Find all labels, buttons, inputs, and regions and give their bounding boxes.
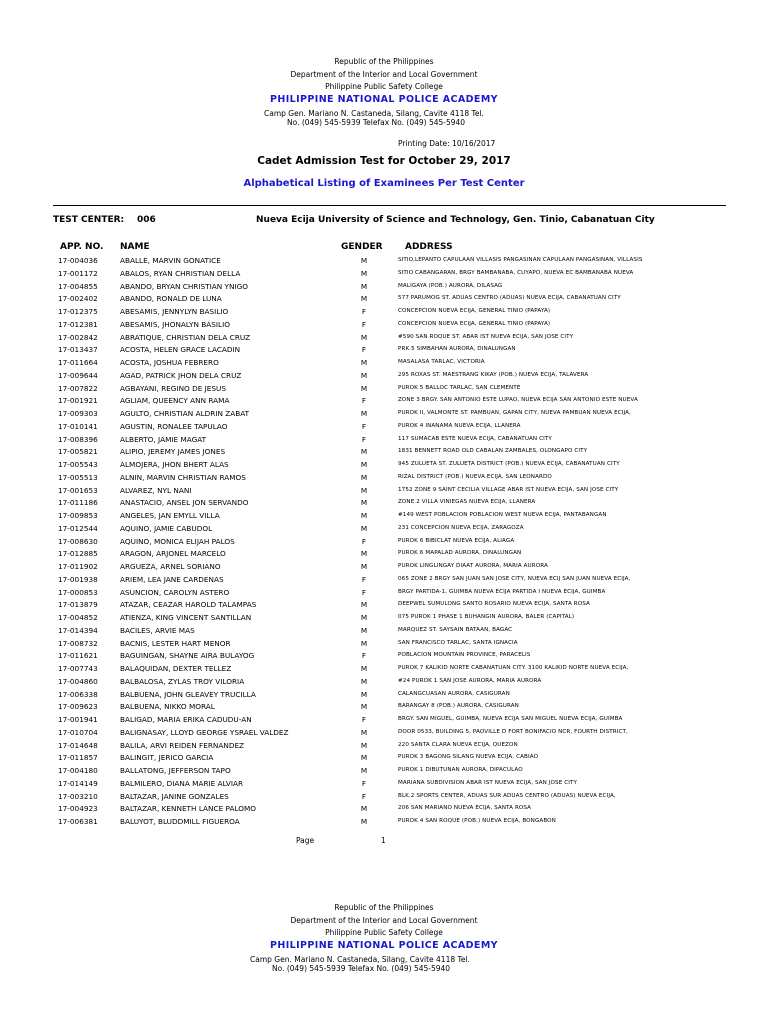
table-row — [0, 294, 768, 307]
table-row — [0, 498, 768, 511]
address-cell: ZONE 3 BRGY. SAN ANTONIO ESTE LUPAO, NUEVA ECIJA SAN ANTONIO ESTE NUEVA — [398, 397, 638, 404]
address-cell: DOOR 0533, BUILDING 5, PAOVILLE D FORT BONIFACIO NCR, FOURTH DISTRICT, — [398, 728, 628, 735]
name-cell: ABESAMIS, JHONALYN BASILIO — [120, 319, 230, 329]
app-no-cell: 17-010141 — [58, 421, 98, 431]
table-row — [0, 486, 768, 499]
table-row — [0, 779, 768, 792]
address-cell: MASALASA TARLAC, VICTORIA — [398, 359, 485, 365]
address-cell: 220 SANTA CLARA NUEVA ECIJA, QUEZON — [398, 741, 518, 748]
name-cell: AGBAYANI, REGINO DE JESUS — [120, 383, 227, 393]
table-row — [0, 537, 768, 550]
gender-cell: M — [360, 689, 368, 699]
app-no-cell: 17-001941 — [58, 715, 98, 724]
address-cell: PUROK 6 BIBICLAT NUEVA ECIJA, ALIAGA — [398, 537, 515, 544]
table-row — [0, 511, 768, 524]
app-no-cell: 17-012544 — [58, 523, 98, 533]
table-row — [0, 345, 768, 358]
name-cell: BAGUINGAN, SHAYNE AIRA BULAYOG — [120, 651, 255, 661]
app-no-cell: 17-002842 — [58, 332, 98, 342]
gender-cell: M — [360, 562, 368, 571]
gender-cell: M — [360, 485, 368, 495]
name-cell: ALBERTO, JAMIE MAGAT — [120, 434, 207, 444]
address-cell: #149 WEST POBLACION POBLACION WEST NUEVA ECIJA, PANTABANGAN — [398, 512, 607, 518]
gender-cell: M — [360, 613, 368, 622]
table-row — [0, 562, 768, 575]
table-row — [0, 664, 768, 677]
document-title: Cadet Admission Test for October 29, 2017 — [257, 155, 511, 167]
gender-cell: M — [360, 472, 368, 482]
academy-title-page2: PHILIPPINE NATIONAL POLICE ACADEMY — [270, 940, 498, 951]
app-no-cell: 17-011621 — [58, 651, 98, 661]
table-row — [0, 613, 768, 626]
address-cell: PUROK LINGLINGAY DIAAT AURORA, MARIA AURORA — [398, 563, 548, 569]
app-no-cell: 17-005821 — [58, 447, 98, 457]
column-header-address: ADDRESS — [405, 242, 453, 252]
address-cell: PUROK II, VALMONTE ST. PAMBUAN, GAPAN CITY, NUEVA PAMBUAN NUEVA ECIJA, — [398, 410, 631, 416]
gender-cell: F — [361, 791, 367, 801]
table-row — [0, 409, 768, 422]
name-cell: ALIPIO, JEREMY JAMES JONES — [120, 447, 226, 457]
republic-line-page2: Republic of the Philippines — [334, 903, 434, 912]
name-cell: AGLIAM, QUEENCY ANN RAMA — [120, 396, 230, 406]
address-cell: RIZAL DISTRICT (POB.) NUEVA ECIJA, SAN LEONARDO — [398, 473, 552, 480]
address-cell: PUROK 5 BALLOC TARLAC, SAN CLEMENTE — [398, 384, 521, 391]
academy-address-line2-page2: No. (049) 545-5939 Telefax No. (049) 545-5940 — [272, 964, 451, 973]
table-row — [0, 690, 768, 703]
name-cell: BALMILERO, DIANA MARIE ALVIAR — [120, 778, 244, 788]
address-cell: 295 ROXAS ST. MAESTRANG KIKAY (POB.) NUEVA ECIJA, TALAVERA — [398, 371, 589, 378]
table-row — [0, 792, 768, 805]
table-row — [0, 588, 768, 601]
name-cell: BALTAZAR, JANINE GONZALES — [120, 791, 229, 801]
gender-cell: M — [360, 523, 368, 533]
name-cell: BACILES, ARVIE MAS — [120, 625, 195, 635]
app-no-cell: 17-013879 — [58, 600, 98, 610]
name-cell: AQUINO, JAMIE CABUDOL — [120, 523, 213, 533]
gender-cell: F — [361, 651, 367, 661]
app-no-cell: 17-001172 — [58, 268, 98, 278]
app-no-cell: 17-011186 — [58, 498, 98, 508]
table-row — [0, 371, 768, 384]
app-no-cell: 17-001653 — [58, 485, 98, 495]
gender-cell: F — [361, 319, 367, 329]
printing-date: Printing Date: 10/16/2017 — [398, 139, 496, 148]
academy-address-line1-page2: Camp Gen. Mariano N. Castaneda, Silang, Cavite 4118 Tel. — [250, 955, 470, 964]
gender-cell: F — [361, 396, 367, 406]
address-cell: MARQUEZ ST. SAYSAIN BATAAN, BAGAC — [398, 626, 513, 633]
gender-cell: F — [361, 715, 367, 724]
name-cell: BALIGNASAY, LLOYD GEORGE YSRAEL VALDEZ — [120, 727, 289, 737]
test-center-label: TEST CENTER: — [53, 215, 125, 225]
app-no-cell: 17-011902 — [58, 562, 98, 571]
gender-cell: M — [360, 511, 368, 520]
name-cell: ABALOS, RYAN CHRISTIAN DELLA — [120, 268, 241, 278]
app-no-cell: 17-012885 — [58, 549, 98, 559]
app-no-cell: 17-012375 — [58, 307, 98, 316]
address-cell: MALIGAYA (POB.) AURORA, DILASAG — [398, 282, 503, 289]
name-cell: BALIGAD, MARIA ERIKA CADUDU-AN — [120, 715, 252, 724]
gender-cell: F — [361, 421, 367, 431]
name-cell: BALILA, ARVI REIDEN FERNANDEZ — [120, 740, 245, 750]
department-line: Department of the Interior and Local Government — [290, 70, 478, 79]
name-cell: ATIENZA, KING VINCENT SANTILLAN — [120, 613, 252, 622]
app-no-cell: 17-006338 — [58, 689, 98, 699]
table-row — [0, 447, 768, 460]
department-line-page2: Department of the Interior and Local Government — [290, 916, 478, 925]
name-cell: ATAZAR, CEAZAR HAROLD TALAMPAS — [120, 600, 257, 610]
gender-cell: M — [360, 600, 368, 610]
table-row — [0, 282, 768, 295]
address-cell: 065 ZONE 2 BRGY SAN JUAN SAN JOSE CITY, NUEVA ECIJ SAN JUAN NUEVA ECIJA, — [398, 575, 631, 582]
name-cell: ARAGON, ARJONEL MARCELO — [120, 549, 226, 559]
table-row — [0, 715, 768, 728]
app-no-cell: 17-014149 — [58, 778, 98, 788]
name-cell: ABRATIQUE, CHRISTIAN DELA CRUZ — [120, 332, 251, 342]
address-cell: SITIO,LEPANTO CAPULAAN VILLASIS PANGASINAN CAPULAAN PANGASINAN, VILLASIS — [398, 257, 643, 263]
name-cell: ARIEM, LEA JANE CARDENAS — [120, 574, 224, 584]
app-no-cell: 17-007822 — [58, 383, 98, 393]
gender-cell: M — [360, 638, 368, 648]
address-cell: 206 SAN MARIANO NUEVA ECIJA, SANTA ROSA — [398, 805, 532, 812]
table-row — [0, 524, 768, 537]
address-cell: 117 SUMACAB ESTE NUEVA ECIJA, CABANATUAN CITY — [398, 435, 552, 442]
address-cell: SITIO CABANGARAN, BRGY BAMBANABA, CUYAPO, NUEVA EC BAMBANABA NUEVA — [398, 269, 634, 276]
table-row — [0, 728, 768, 741]
table-row — [0, 639, 768, 652]
app-no-cell: 17-004852 — [58, 613, 98, 622]
app-no-cell: 17-005513 — [58, 472, 98, 482]
app-no-cell: 17-000853 — [58, 587, 98, 597]
republic-line: Republic of the Philippines — [334, 57, 434, 66]
table-row — [0, 333, 768, 346]
address-cell: MARIANA SUBDIVISION ABAR IST NUEVA ECIJA, SAN JOSE CITY — [398, 779, 577, 786]
address-cell: PUROK 6 MAPALAD AURORA, DINALUNGAN — [398, 550, 522, 557]
academy-title: PHILIPPINE NATIONAL POLICE ACADEMY — [270, 94, 498, 105]
name-cell: BALAQUIDAN, DEXTER TELLEZ — [120, 664, 232, 673]
table-row — [0, 269, 768, 282]
name-cell: BALTAZAR, KENNETH LANCE PALOMO — [120, 804, 257, 814]
gender-cell: M — [360, 676, 368, 686]
app-no-cell: 17-004036 — [58, 256, 98, 265]
app-no-cell: 17-011664 — [58, 358, 98, 367]
app-no-cell: 17-002402 — [58, 294, 98, 304]
table-row — [0, 753, 768, 766]
table-row — [0, 320, 768, 333]
app-no-cell: 17-011857 — [58, 753, 98, 763]
app-no-cell: 17-008396 — [58, 434, 98, 444]
app-no-cell: 17-010704 — [58, 727, 98, 737]
app-no-cell: 17-012381 — [58, 319, 98, 329]
address-cell: POBLACION MOUNTAIN PROVINCE, PARACELIS — [398, 652, 531, 659]
table-row — [0, 817, 768, 830]
gender-cell: M — [360, 383, 368, 393]
name-cell: ABESAMIS, JENNYLYN BASILIO — [120, 307, 229, 316]
gender-cell: M — [360, 625, 368, 635]
app-no-cell: 17-009644 — [58, 370, 98, 380]
name-cell: ALMOJERA, JHON BHERT ALAS — [120, 460, 229, 469]
name-cell: AQUINO, MONICA ELIJAH PALOS — [120, 536, 235, 546]
gender-cell: M — [360, 460, 368, 469]
app-no-cell: 17-014394 — [58, 625, 98, 635]
divider-line — [53, 205, 726, 206]
address-cell: 945 ZULUETA ST. ZULUETA DISTRICT (POB.) NUEVA ECIJA, CABANATUAN CITY — [398, 461, 620, 467]
table-row — [0, 766, 768, 779]
academy-address-line1: Camp Gen. Mariano N. Castaneda, Silang, Cavite 4118 Tel. — [264, 109, 484, 118]
college-line: Philippine Public Safety College — [325, 82, 443, 91]
address-cell: CONCEPCION NUEVA ECIJA, GENERAL TINIO (PAPAYA) — [398, 308, 551, 314]
name-cell: BALLATONG, JEFFERSON TAPO — [120, 766, 231, 775]
gender-cell: F — [361, 434, 367, 444]
address-cell: PRK.5 SIMBAHAN AURORA, DINALUNGAN — [398, 346, 516, 353]
address-cell: DEEPWEL SUMULONG SANTO ROSARIO NUEVA ECIJA, SANTA ROSA — [398, 601, 590, 608]
app-no-cell: 17-013437 — [58, 345, 98, 355]
name-cell: ALNIN, MARVIN CHRISTIAN RAMOS — [120, 472, 246, 482]
gender-cell: M — [360, 268, 368, 278]
gender-cell: M — [360, 702, 368, 712]
app-no-cell: 17-008630 — [58, 536, 98, 546]
address-cell: 231 CONCEPCION NUEVA ECIJA, ZARAGOZA — [398, 524, 524, 531]
table-row — [0, 256, 768, 269]
page-number: 1 — [381, 836, 386, 845]
address-cell: #24 PUROK 1 SAN JOSE AURORA, MARIA AURORA — [398, 677, 542, 684]
name-cell: ACOSTA, HELEN GRACE LACADIN — [120, 345, 241, 355]
gender-cell: F — [361, 778, 367, 788]
table-row — [0, 626, 768, 639]
test-center-name: Nueva Ecija University of Science and Technology, Gen. Tinio, Cabanatuan City — [256, 215, 655, 225]
gender-cell: M — [360, 740, 368, 750]
gender-cell: M — [360, 370, 368, 380]
gender-cell: M — [360, 498, 368, 508]
name-cell: ANGELES, JAN EMYLL VILLA — [120, 511, 220, 520]
table-row — [0, 422, 768, 435]
name-cell: AGUSTIN, RONALEE TAPULAO — [120, 421, 228, 431]
address-cell: PUROK 3 BAGONG SILANG NUEVA ECIJA, CABIAO — [398, 754, 539, 761]
gender-cell: M — [360, 294, 368, 304]
name-cell: BACNIS, LESTER HART MENOR — [120, 638, 231, 648]
column-header-gender: GENDER — [341, 242, 383, 252]
gender-cell: M — [360, 281, 368, 291]
gender-cell: M — [360, 358, 368, 367]
address-cell: BRGY. SAN MIGUEL, GUIMBA, NUEVA ECIJA SAN MIGUEL NUEVA ECIJA, GUIMBA — [398, 716, 623, 722]
app-no-cell: 17-005543 — [58, 460, 98, 469]
app-no-cell: 17-008732 — [58, 638, 98, 648]
app-no-cell: 17-003210 — [58, 791, 98, 801]
name-cell: ABANDO, RONALD DE LUNA — [120, 294, 222, 304]
address-cell: BLK.2 SPORTS CENTER, ADUAS SUR ADUAS CENTRO (ADUAS) NUEVA ECIJA, — [398, 792, 616, 799]
gender-cell: M — [360, 549, 368, 559]
name-cell: ACOSTA, JOSHUA FEBRERO — [120, 358, 219, 367]
app-no-cell: 17-001921 — [58, 396, 98, 406]
column-header-name: NAME — [120, 242, 150, 252]
table-row — [0, 651, 768, 664]
name-cell: AGAD, PATRICK JHON DELA CRUZ — [120, 370, 242, 380]
gender-cell: F — [361, 307, 367, 316]
app-no-cell: 17-007743 — [58, 664, 98, 673]
gender-cell: M — [360, 409, 368, 418]
table-row — [0, 549, 768, 562]
address-cell: PUROK 1 DIBUTUNAN AURORA, DIPACULAO — [398, 767, 523, 773]
name-cell: BALUYOT, BLUDDMILL FIGUEROA — [120, 817, 240, 826]
address-cell: BRGY PARTIDA-1, GUIMBA NUEVA ECIJA PARTIDA I NUEVA ECIJA, GUIMBA — [398, 588, 606, 595]
app-no-cell: 17-004860 — [58, 676, 98, 686]
address-cell: 075 PUROK 1 PHASE 1 BUHANGIN AURORA, BALER (CAPITAL) — [398, 614, 575, 620]
table-row — [0, 435, 768, 448]
gender-cell: M — [360, 256, 368, 265]
table-row — [0, 741, 768, 754]
app-no-cell: 17-009303 — [58, 409, 98, 418]
name-cell: BALBUENA, NIKKO MORAL — [120, 702, 215, 712]
app-no-cell: 17-009853 — [58, 511, 98, 520]
address-cell: PUROK 4 SAN ROQUE (POB.) NUEVA ECIJA, BONGABON — [398, 818, 556, 824]
address-cell: 577 PARUMOG ST. ADUAS CENTRO (ADUAS) NUEVA ECIJA, CABANATUAN CITY — [398, 295, 621, 302]
name-cell: ABALLE, MARVIN GONATICE — [120, 256, 221, 265]
table-row — [0, 804, 768, 817]
table-row — [0, 575, 768, 588]
app-no-cell: 17-006381 — [58, 817, 98, 826]
gender-cell: M — [360, 753, 368, 763]
address-cell: CALANGCUASAN AURORA, CASIGURAN — [398, 690, 510, 697]
gender-cell: F — [361, 345, 367, 355]
app-no-cell: 17-004855 — [58, 281, 98, 291]
table-row — [0, 358, 768, 371]
address-cell: #590 SAN ROQUE ST. ABAR IST NUEVA ECIJA, SAN JOSE CITY — [398, 333, 574, 340]
gender-cell: M — [360, 727, 368, 737]
page-label: Page — [296, 836, 315, 845]
test-center-code: 006 — [137, 215, 156, 225]
address-cell: BARANGAY 8 (POB.) AURORA, CASIGURAN — [398, 703, 519, 710]
gender-cell: M — [360, 664, 368, 673]
gender-cell: F — [361, 536, 367, 546]
app-no-cell: 17-004923 — [58, 804, 98, 814]
table-row — [0, 600, 768, 613]
app-no-cell: 17-004180 — [58, 766, 98, 775]
app-no-cell: 17-014648 — [58, 740, 98, 750]
academy-address-line2: No. (049) 545-5939 Telefax No. (049) 545-5940 — [287, 118, 466, 127]
college-line-page2: Philippine Public Safety College — [325, 928, 443, 937]
document-subtitle: Alphabetical Listing of Examinees Per Test Center — [243, 178, 525, 189]
name-cell: AGULTO, CHRISTIAN ALDRIN ZABAT — [120, 409, 250, 418]
table-row — [0, 460, 768, 473]
gender-cell: M — [360, 817, 368, 826]
table-row — [0, 473, 768, 486]
name-cell: ARGUEZA, ARNEL SORIANO — [120, 562, 221, 571]
address-cell: PUROK 7 KALIKID NORTE CABANATUAN CITY. 3100 KALIKID NORTE NUEVA ECIJA, — [398, 665, 629, 671]
app-no-cell: 17-001938 — [58, 574, 98, 584]
address-cell: CONCEPCION NUEVA ECIJA, GENERAL TINIO (PAPAYA) — [398, 320, 551, 327]
gender-cell: M — [360, 332, 368, 342]
gender-cell: M — [360, 804, 368, 814]
table-row — [0, 677, 768, 690]
name-cell: ALVAREZ, NYL NANI — [120, 485, 192, 495]
table-row — [0, 384, 768, 397]
app-no-cell: 17-009623 — [58, 702, 98, 712]
table-row — [0, 307, 768, 320]
address-cell: ZONE 2 VILLA VINIEGAS NUEVA ECIJA, LLANERA — [398, 499, 536, 506]
table-row — [0, 396, 768, 409]
name-cell: BALINGIT, JERICO GARCIA — [120, 753, 214, 763]
gender-cell: F — [361, 574, 367, 584]
name-cell: ANASTACIO, ANSEL JON SERVANDO — [120, 498, 249, 508]
name-cell: BALBALOSA, ZYLAS TROY VILORIA — [120, 676, 245, 686]
address-cell: 1831 BENNETT ROAD OLD CABALAN ZAMBALES, OLONGAPO CITY — [398, 448, 588, 455]
name-cell: ABANDO, BRYAN CHRISTIAN YNIGO — [120, 281, 248, 291]
column-header-app-no: APP. NO. — [60, 242, 104, 252]
name-cell: BALBUENA, JOHN GLEAVEY TRUCILLA — [120, 689, 256, 699]
address-cell: SAN FRANCISCO TARLAC, SANTA IGNACIA — [398, 639, 518, 646]
address-cell: PUROK 4 INANAMA NUEVA ECIJA, LLANERA — [398, 422, 521, 429]
address-cell: 1752 ZONE 9 SAINT CECILIA VILLAGE ABAR IST NUEVA ECIJA, SAN JOSE CITY — [398, 486, 619, 493]
gender-cell: F — [361, 587, 367, 597]
table-row — [0, 702, 768, 715]
gender-cell: M — [360, 766, 368, 775]
gender-cell: M — [360, 447, 368, 457]
name-cell: ASUNCION, CAROLYN ASTERO — [120, 587, 230, 597]
